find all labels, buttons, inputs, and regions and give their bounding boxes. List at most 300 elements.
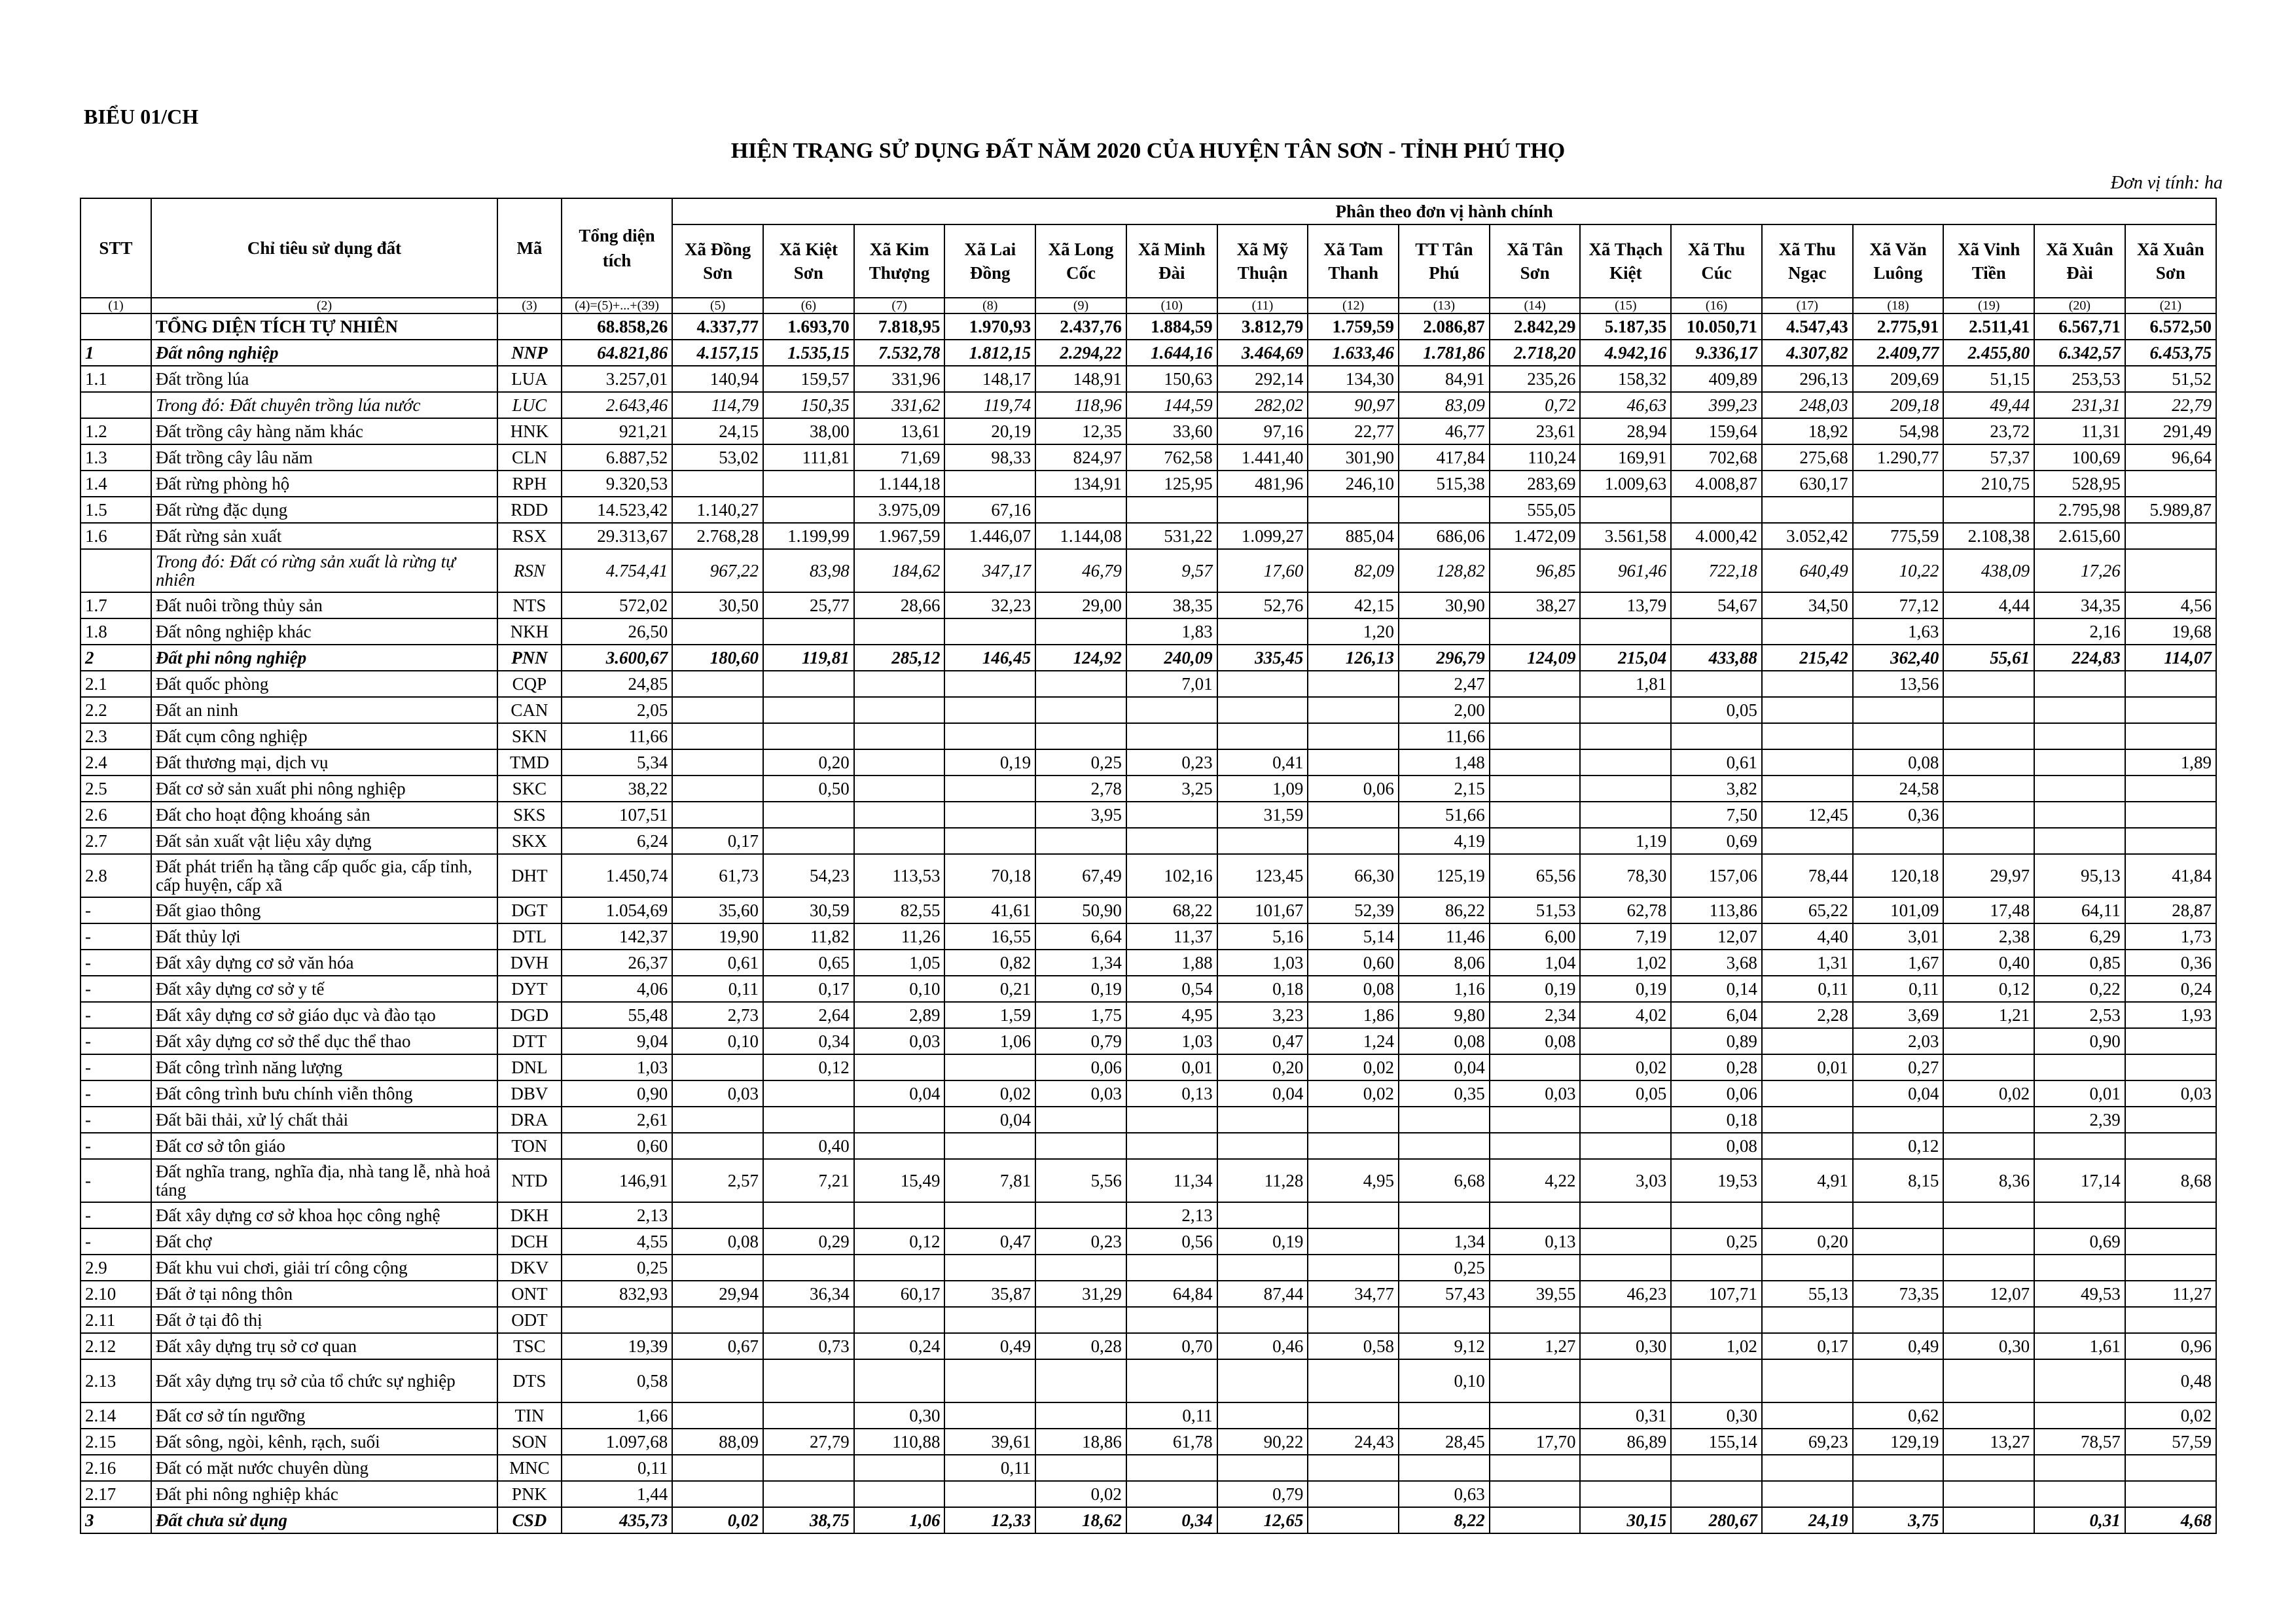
row-unit-value: 12,07 [1943, 1281, 2034, 1307]
row-unit-value: 0,62 [1853, 1402, 1944, 1429]
row-total: 29.313,67 [562, 523, 673, 549]
row-code: RPH [497, 471, 562, 497]
row-unit-value: 128,82 [1399, 549, 1490, 592]
row-unit-value [1217, 671, 1308, 697]
row-unit-value [854, 1202, 945, 1228]
row-name: Đất cơ sở sản xuất phi nông nghiệp [151, 776, 497, 802]
row-unit-value [1580, 697, 1671, 723]
row-unit-value: 2,57 [672, 1159, 763, 1202]
row-code: LUA [497, 366, 562, 392]
row-unit-value: 4,95 [1308, 1159, 1399, 1202]
row-unit-value: 169,91 [1580, 444, 1671, 471]
row-unit-value: 0,04 [1853, 1080, 1944, 1107]
row-code: SKC [497, 776, 562, 802]
row-unit-value: 1,27 [1490, 1333, 1581, 1359]
row-unit-value: 96,64 [2125, 444, 2216, 471]
row-stt: 2.8 [81, 854, 151, 897]
row-name: TỔNG DIỆN TÍCH TỰ NHIÊN [151, 313, 497, 340]
row-unit-value: 24,19 [1762, 1507, 1853, 1533]
row-unit-value [1943, 1307, 2034, 1333]
row-unit-value: 55,61 [1943, 645, 2034, 671]
row-unit-value [1943, 1455, 2034, 1481]
row-stt: 3 [81, 1507, 151, 1533]
row-name: Đất xây dựng cơ sở khoa học công nghệ [151, 1202, 497, 1228]
row-unit-value: 0,02 [2125, 1402, 2216, 1429]
row-unit-value: 101,09 [1853, 897, 1944, 923]
row-unit-value: 46,23 [1580, 1281, 1671, 1307]
header-unit: Xã Thu Ngạc [1762, 224, 1853, 298]
row-name: Đất rừng sản xuất [151, 523, 497, 549]
row-unit-value [763, 723, 854, 749]
row-unit-value: 82,09 [1308, 549, 1399, 592]
row-unit-value: 30,15 [1580, 1507, 1671, 1533]
row-name: Đất rừng phòng hộ [151, 471, 497, 497]
row-unit-value: 66,30 [1308, 854, 1399, 897]
row-unit-value [763, 1455, 854, 1481]
row-name: Đất sản xuất vật liệu xây dựng [151, 828, 497, 854]
row-total: 0,25 [562, 1255, 673, 1281]
row-unit-value: 111,81 [763, 444, 854, 471]
row-unit-value: 114,79 [672, 392, 763, 418]
row-unit-value: 101,67 [1217, 897, 1308, 923]
row-unit-value: 0,60 [1308, 950, 1399, 976]
row-stt: 1.6 [81, 523, 151, 549]
table-row [81, 1133, 2216, 1159]
row-code: NNP [497, 340, 562, 366]
row-unit-value: 7.532,78 [854, 340, 945, 366]
row-unit-value: 1,19 [1580, 828, 1671, 854]
row-unit-value: 39,55 [1490, 1281, 1581, 1307]
row-unit-value [672, 618, 763, 645]
row-unit-value [854, 723, 945, 749]
column-index: (19) [1943, 298, 2034, 313]
row-unit-value: 0,13 [1126, 1080, 1217, 1107]
row-unit-value: 0,06 [1035, 1054, 1126, 1080]
row-unit-value [672, 723, 763, 749]
row-code: SKX [497, 828, 562, 854]
row-total: 64.821,86 [562, 340, 673, 366]
row-unit-value [1762, 1255, 1853, 1281]
row-unit-value: 61,78 [1126, 1429, 1217, 1455]
row-unit-value [1308, 723, 1399, 749]
row-unit-value: 11,34 [1126, 1159, 1217, 1202]
row-unit-value [672, 1054, 763, 1080]
row-stt: 1.8 [81, 618, 151, 645]
row-unit-value: 2.294,22 [1035, 340, 1126, 366]
row-stt: - [81, 950, 151, 976]
row-unit-value: 1.099,27 [1217, 523, 1308, 549]
row-unit-value [1308, 1455, 1399, 1481]
row-unit-value [1762, 1307, 1853, 1333]
row-unit-value: 90,22 [1217, 1429, 1308, 1455]
row-unit-value [1943, 1507, 2034, 1533]
row-unit-value: 57,37 [1943, 444, 2034, 471]
row-unit-value [2125, 1133, 2216, 1159]
row-unit-value [944, 697, 1035, 723]
row-unit-value: 0,30 [1580, 1333, 1671, 1359]
row-unit-value [2125, 1455, 2216, 1481]
row-unit-value [1308, 497, 1399, 523]
row-unit-value: 1,24 [1308, 1028, 1399, 1054]
row-unit-value: 30,50 [672, 592, 763, 618]
row-stt: 2.16 [81, 1455, 151, 1481]
row-code: CQP [497, 671, 562, 697]
row-total: 1,44 [562, 1481, 673, 1507]
row-unit-value [1943, 1054, 2034, 1080]
row-unit-value: 0,56 [1126, 1228, 1217, 1255]
row-unit-value [2034, 697, 2125, 723]
row-unit-value: 399,23 [1671, 392, 1762, 418]
row-unit-value: 6,04 [1671, 1002, 1762, 1028]
row-unit-value [1490, 671, 1581, 697]
row-name: Đất trồng cây hàng năm khác [151, 418, 497, 444]
row-unit-value [1126, 1255, 1217, 1281]
row-unit-value: 215,42 [1762, 645, 1853, 671]
row-stt: - [81, 1107, 151, 1133]
row-unit-value [1853, 828, 1944, 854]
row-unit-value: 0,20 [763, 749, 854, 776]
row-unit-value: 0,19 [1580, 976, 1671, 1002]
row-total: 2,05 [562, 697, 673, 723]
row-stt: 2.1 [81, 671, 151, 697]
row-unit-value [944, 1402, 1035, 1429]
row-unit-value: 0,05 [1580, 1080, 1671, 1107]
row-unit-value: 17,70 [1490, 1429, 1581, 1455]
row-unit-value [1762, 1481, 1853, 1507]
row-stt [81, 549, 151, 592]
row-unit-value: 0,31 [2034, 1507, 2125, 1533]
table-row [81, 392, 2216, 418]
row-unit-value [2125, 1054, 2216, 1080]
row-name: Đất chợ [151, 1228, 497, 1255]
row-unit-value: 0,02 [1308, 1080, 1399, 1107]
row-unit-value [1943, 697, 2034, 723]
row-unit-value [763, 1307, 854, 1333]
row-unit-value [854, 1255, 945, 1281]
row-unit-value [944, 1255, 1035, 1281]
row-unit-value: 3,01 [1853, 923, 1944, 950]
row-unit-value: 2,53 [2034, 1002, 2125, 1028]
row-unit-value [1217, 1455, 1308, 1481]
row-unit-value: 2.775,91 [1853, 313, 1944, 340]
table-row [81, 1228, 2216, 1255]
row-unit-value [763, 1481, 854, 1507]
row-unit-value: 12,33 [944, 1507, 1035, 1533]
row-unit-value [1399, 1107, 1490, 1133]
row-unit-value: 0,25 [1671, 1228, 1762, 1255]
row-unit-value [1490, 1507, 1581, 1533]
row-unit-value: 2.795,98 [2034, 497, 2125, 523]
row-unit-value: 107,71 [1671, 1281, 1762, 1307]
row-unit-value [1490, 802, 1581, 828]
row-unit-value: 0,69 [1671, 828, 1762, 854]
row-unit-value [1853, 1107, 1944, 1133]
row-unit-value: 4.008,87 [1671, 471, 1762, 497]
row-unit-value [763, 828, 854, 854]
row-unit-value: 0,24 [854, 1333, 945, 1359]
row-unit-value [854, 618, 945, 645]
row-unit-value [1671, 1481, 1762, 1507]
row-unit-value [1580, 497, 1671, 523]
header-unit: Xã Thu Cúc [1671, 224, 1762, 298]
row-unit-value: 0,49 [944, 1333, 1035, 1359]
row-unit-value: 0,35 [1399, 1080, 1490, 1107]
row-unit-value: 18,92 [1762, 418, 1853, 444]
row-code: DKV [497, 1255, 562, 1281]
row-stt: 2.3 [81, 723, 151, 749]
row-code: DVH [497, 950, 562, 976]
row-unit-value: 5,16 [1217, 923, 1308, 950]
row-unit-value: 0,01 [2034, 1080, 2125, 1107]
row-name: Đất trồng lúa [151, 366, 497, 392]
row-unit-value [2034, 1455, 2125, 1481]
row-unit-value: 0,02 [672, 1507, 763, 1533]
row-total: 1,66 [562, 1402, 673, 1429]
row-unit-value: 1,21 [1943, 1002, 2034, 1028]
row-unit-value: 1,20 [1308, 618, 1399, 645]
row-unit-value: 3.812,79 [1217, 313, 1308, 340]
table-row [81, 444, 2216, 471]
row-unit-value: 1.535,15 [763, 340, 854, 366]
row-unit-value [1035, 671, 1126, 697]
row-unit-value: 1,48 [1399, 749, 1490, 776]
table-body [81, 313, 2216, 1533]
header-unit: Xã Minh Đài [1126, 224, 1217, 298]
row-name: Đất quốc phòng [151, 671, 497, 697]
row-stt: - [81, 923, 151, 950]
row-name: Đất có mặt nước chuyên dùng [151, 1455, 497, 1481]
row-unit-value: 0,30 [1671, 1402, 1762, 1429]
row-unit-value: 24,15 [672, 418, 763, 444]
row-unit-value: 4.337,77 [672, 313, 763, 340]
row-unit-value: 417,84 [1399, 444, 1490, 471]
row-unit-value: 0,12 [763, 1054, 854, 1080]
row-unit-value: 481,96 [1217, 471, 1308, 497]
row-unit-value [1308, 802, 1399, 828]
table-row [81, 645, 2216, 671]
row-stt: - [81, 1054, 151, 1080]
row-unit-value: 32,23 [944, 592, 1035, 618]
row-total: 1.450,74 [562, 854, 673, 897]
row-unit-value: 3.052,42 [1762, 523, 1853, 549]
row-unit-value [2125, 1481, 2216, 1507]
row-unit-value [2125, 471, 2216, 497]
row-stt: - [81, 1228, 151, 1255]
row-unit-value [1943, 723, 2034, 749]
row-name: Đất chưa sử dụng [151, 1507, 497, 1533]
row-total: 4,06 [562, 976, 673, 1002]
row-unit-value: 2,78 [1035, 776, 1126, 802]
row-unit-value: 41,61 [944, 897, 1035, 923]
header-unit: TT Tân Phú [1399, 224, 1490, 298]
row-unit-value: 0,34 [763, 1028, 854, 1054]
row-unit-value: 83,98 [763, 549, 854, 592]
row-unit-value: 77,12 [1853, 592, 1944, 618]
row-unit-value: 0,03 [1490, 1080, 1581, 1107]
row-unit-value [1580, 1133, 1671, 1159]
row-unit-value: 29,94 [672, 1281, 763, 1307]
row-unit-value: 9,57 [1126, 549, 1217, 592]
table-row [81, 1359, 2216, 1402]
row-total: 14.523,42 [562, 497, 673, 523]
row-unit-value: 54,23 [763, 854, 854, 897]
row-name: Đất xây dựng cơ sở giáo dục và đào tạo [151, 1002, 497, 1028]
row-unit-value: 1,31 [1762, 950, 1853, 976]
row-unit-value [1853, 497, 1944, 523]
row-unit-value: 95,13 [2034, 854, 2125, 897]
row-unit-value [1217, 1359, 1308, 1402]
row-total: 6.887,52 [562, 444, 673, 471]
row-unit-value [1308, 1307, 1399, 1333]
table-row [81, 1455, 2216, 1481]
row-unit-value [1490, 618, 1581, 645]
row-total: 3.257,01 [562, 366, 673, 392]
row-unit-value [944, 802, 1035, 828]
row-unit-value [1217, 1202, 1308, 1228]
row-unit-value: 78,44 [1762, 854, 1853, 897]
row-unit-value: 150,63 [1126, 366, 1217, 392]
row-code: ONT [497, 1281, 562, 1307]
row-unit-value: 0,25 [1035, 749, 1126, 776]
row-unit-value: 0,13 [1490, 1228, 1581, 1255]
table-row [81, 418, 2216, 444]
row-total: 1.054,69 [562, 897, 673, 923]
row-unit-value: 28,45 [1399, 1429, 1490, 1455]
row-unit-value: 4,95 [1126, 1002, 1217, 1028]
row-unit-value: 34,77 [1308, 1281, 1399, 1307]
header-unit: Xã Xuân Đài [2034, 224, 2125, 298]
row-unit-value: 11,28 [1217, 1159, 1308, 1202]
row-unit-value: 15,49 [854, 1159, 945, 1202]
row-unit-value [944, 471, 1035, 497]
row-unit-value [672, 697, 763, 723]
row-unit-value [944, 1054, 1035, 1080]
header-index-row [81, 298, 2216, 313]
row-unit-value: 438,09 [1943, 549, 2034, 592]
row-unit-value: 240,09 [1126, 645, 1217, 671]
column-index: (1) [81, 298, 151, 313]
column-index: (16) [1671, 298, 1762, 313]
header-group: Phân theo đơn vị hành chính [672, 198, 2216, 224]
table-row [81, 697, 2216, 723]
row-stt: 2.14 [81, 1402, 151, 1429]
row-unit-value: 0,04 [944, 1107, 1035, 1133]
row-stt: 2.12 [81, 1333, 151, 1359]
row-unit-value [1217, 497, 1308, 523]
column-index: (14) [1490, 298, 1581, 313]
row-unit-value [1308, 671, 1399, 697]
row-unit-value: 1.472,09 [1490, 523, 1581, 549]
row-unit-value: 0,29 [763, 1228, 854, 1255]
row-unit-value: 134,91 [1035, 471, 1126, 497]
row-unit-value: 34,35 [2034, 592, 2125, 618]
row-unit-value: 1.199,99 [763, 523, 854, 549]
row-unit-value: 158,32 [1580, 366, 1671, 392]
row-unit-value: 19,53 [1671, 1159, 1762, 1202]
table-row [81, 828, 2216, 854]
row-unit-value: 114,07 [2125, 645, 2216, 671]
row-total: 3.600,67 [562, 645, 673, 671]
row-unit-value: 159,57 [763, 366, 854, 392]
row-code: TIN [497, 1402, 562, 1429]
row-unit-value: 0,82 [944, 950, 1035, 976]
row-unit-value: 51,52 [2125, 366, 2216, 392]
row-unit-value: 1.759,59 [1308, 313, 1399, 340]
row-unit-value [1308, 1481, 1399, 1507]
row-unit-value: 4.942,16 [1580, 340, 1671, 366]
row-unit-value [1943, 1228, 2034, 1255]
row-unit-value [1853, 1202, 1944, 1228]
header-unit: Xã Long Cốc [1035, 224, 1126, 298]
row-unit-value [854, 1133, 945, 1159]
row-unit-value [1943, 1359, 2034, 1402]
row-unit-value: 159,64 [1671, 418, 1762, 444]
row-unit-value: 0,08 [672, 1228, 763, 1255]
row-code: ODT [497, 1307, 562, 1333]
row-unit-value: 28,87 [2125, 897, 2216, 923]
row-unit-value: 13,56 [1853, 671, 1944, 697]
row-unit-value [944, 618, 1035, 645]
header-unit: Xã Kiệt Sơn [763, 224, 854, 298]
header-name: Chỉ tiêu sử dụng đất [151, 198, 497, 298]
row-unit-value: 4,02 [1580, 1002, 1671, 1028]
row-total: 142,37 [562, 923, 673, 950]
row-unit-value: 134,30 [1308, 366, 1399, 392]
row-unit-value: 1,06 [944, 1028, 1035, 1054]
row-unit-value: 1,34 [1035, 950, 1126, 976]
row-stt: 1.5 [81, 497, 151, 523]
row-unit-value [2125, 776, 2216, 802]
row-unit-value: 27,79 [763, 1429, 854, 1455]
table-row [81, 1333, 2216, 1359]
row-name: Đất nông nghiệp [151, 340, 497, 366]
row-unit-value [763, 1080, 854, 1107]
row-unit-value: 4,56 [2125, 592, 2216, 618]
table-row [81, 366, 2216, 392]
row-unit-value [2034, 776, 2125, 802]
table-row [81, 549, 2216, 592]
row-unit-value: 184,62 [854, 549, 945, 592]
row-unit-value: 531,22 [1126, 523, 1217, 549]
row-name: Đất nghĩa trang, nghĩa địa, nhà tang lễ, nhà hoả táng [151, 1159, 497, 1202]
row-unit-value [1308, 1402, 1399, 1429]
row-unit-value: 6.342,57 [2034, 340, 2125, 366]
header-unit: Xã Vinh Tiền [1943, 224, 2034, 298]
row-unit-value [2034, 671, 2125, 697]
row-unit-value: 12,65 [1217, 1507, 1308, 1533]
row-unit-value [854, 828, 945, 854]
row-unit-value [854, 1107, 945, 1133]
row-unit-value [1490, 1202, 1581, 1228]
row-unit-value: 0,69 [2034, 1228, 2125, 1255]
row-unit-value [2034, 1402, 2125, 1429]
table-row [81, 671, 2216, 697]
row-unit-value: 10.050,71 [1671, 313, 1762, 340]
row-unit-value: 2,64 [763, 1002, 854, 1028]
row-code: CAN [497, 697, 562, 723]
row-unit-value: 8,68 [2125, 1159, 2216, 1202]
row-unit-value [1580, 723, 1671, 749]
row-unit-value: 0,47 [944, 1228, 1035, 1255]
row-stt [81, 392, 151, 418]
row-unit-value: 8,06 [1399, 950, 1490, 976]
row-name: Trong đó: Đất chuyên trồng lúa nước [151, 392, 497, 418]
row-unit-value [1943, 671, 2034, 697]
row-unit-value: 292,14 [1217, 366, 1308, 392]
row-stt: 1 [81, 340, 151, 366]
row-unit-value: 0,02 [1943, 1080, 2034, 1107]
header-unit: Xã Tân Sơn [1490, 224, 1581, 298]
